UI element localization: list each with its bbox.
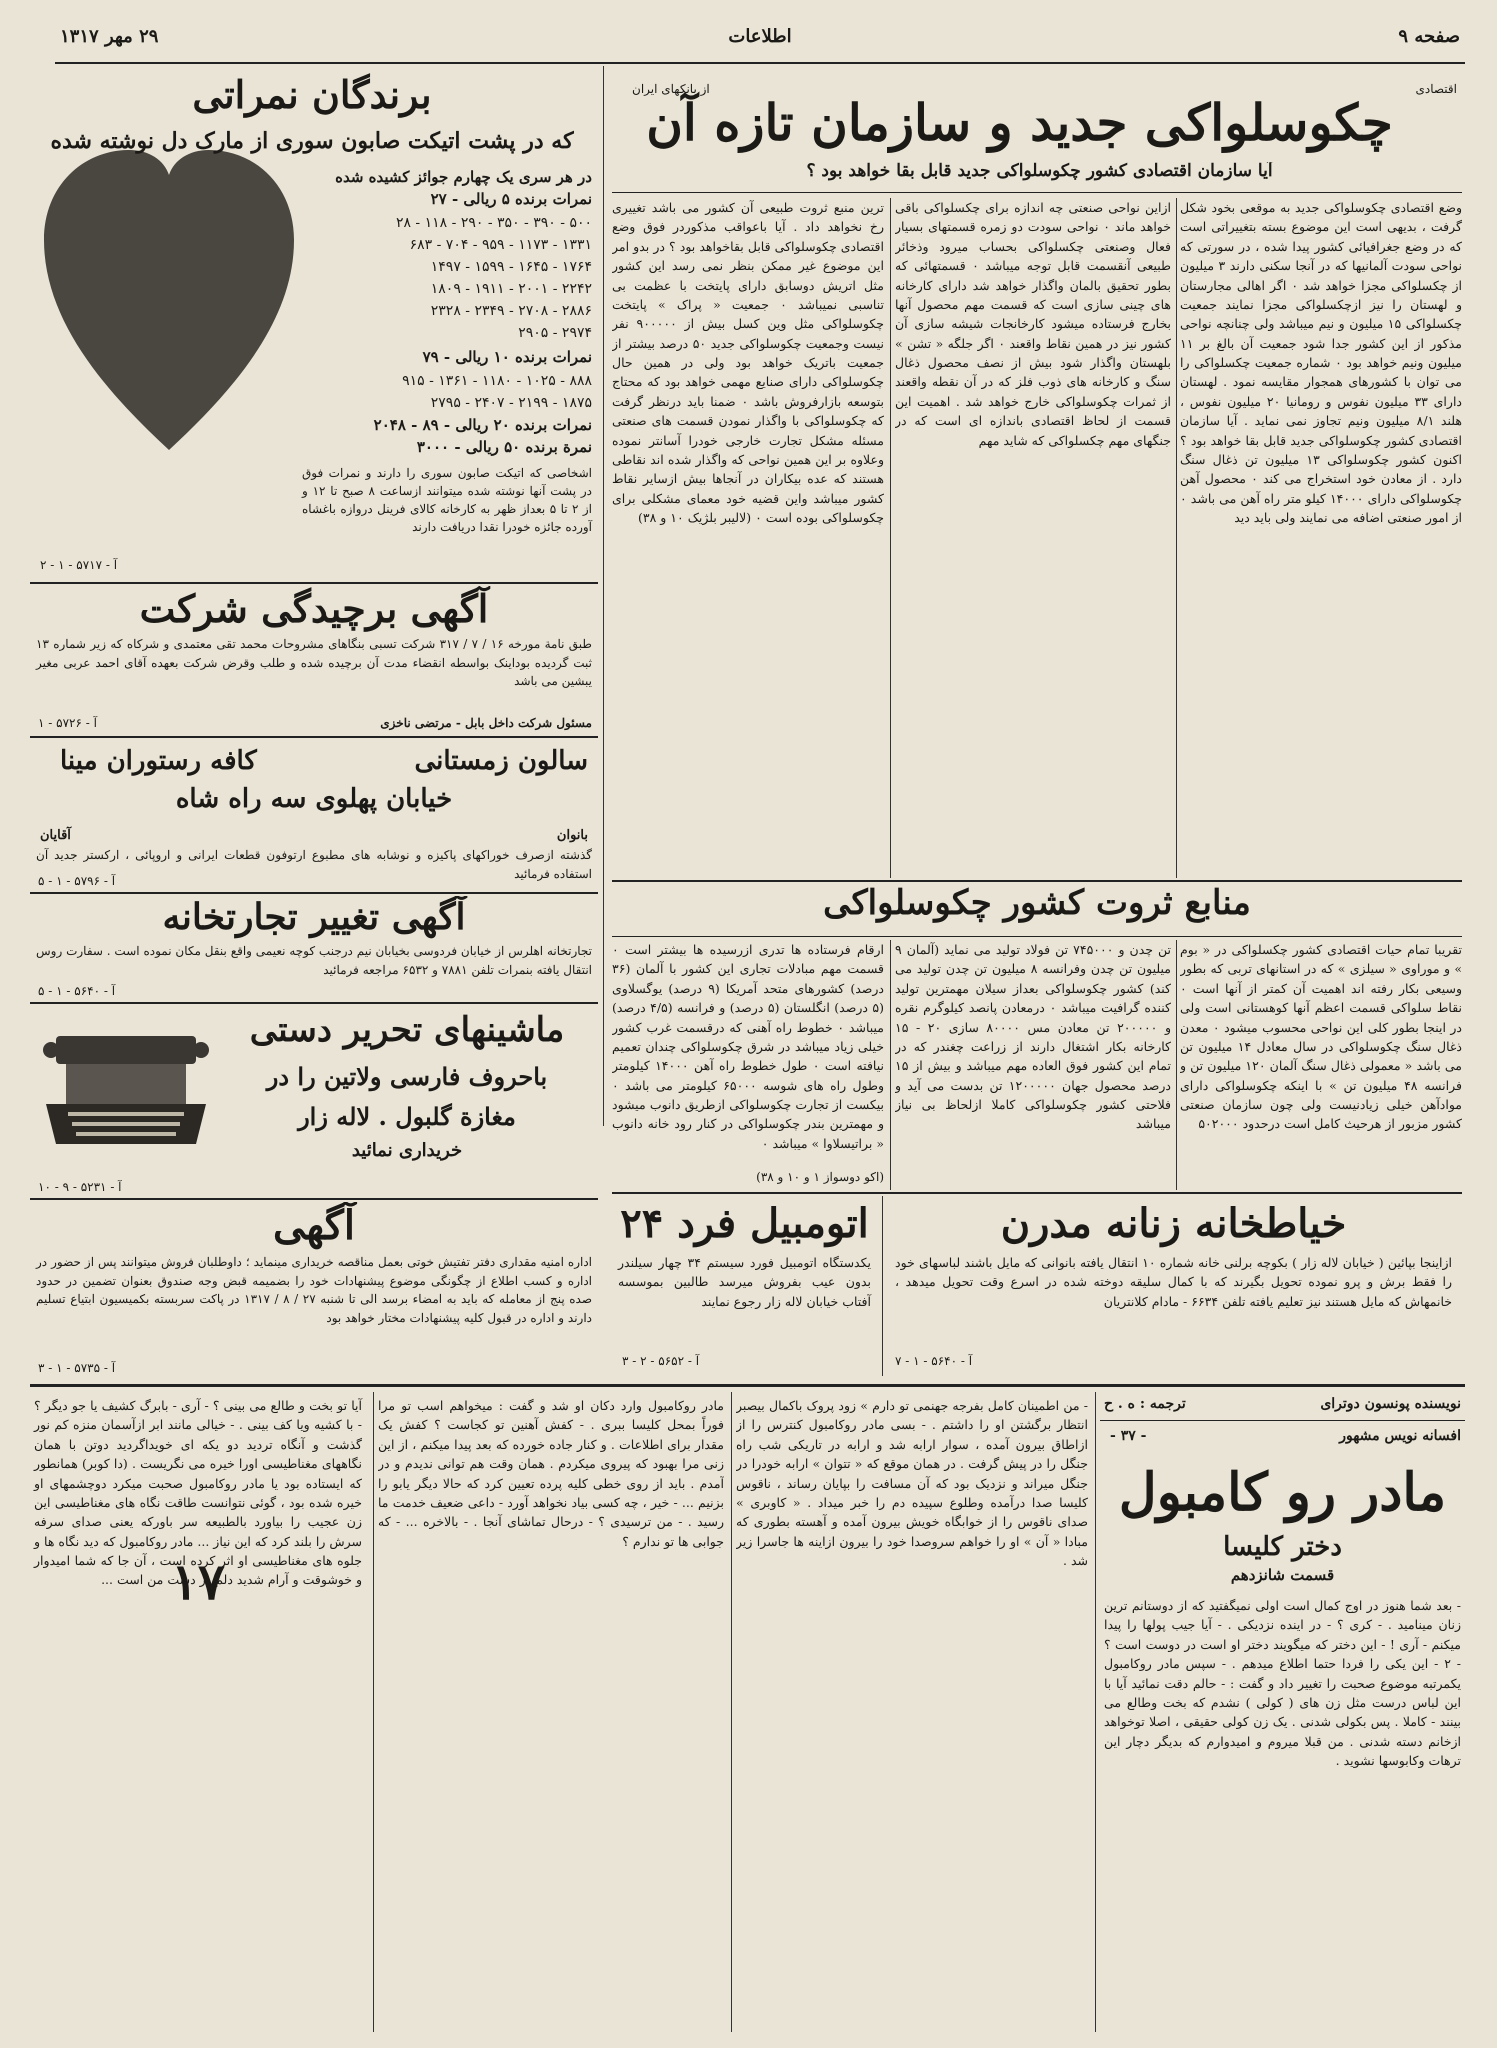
cafe-text: گذشته ازصرف خوراکهای پاکیزه و نوشابه های مطبوع ارتوفون قطعات ایرانی و اروپائی ، ارکستر جدید آن استفاده فرمائید — [36, 848, 592, 881]
paper-name: اطلاعات — [728, 26, 792, 47]
business-change-title: آگهی تغییر تجارتخانه — [162, 896, 466, 938]
car-title: اتومبیل فرد ۲۴ — [620, 1200, 869, 1247]
cafe-right-title: سالون زمستانی — [414, 746, 588, 776]
heart-graphic — [34, 130, 304, 460]
section-rule — [612, 1192, 1462, 1194]
page-number: صفحه ۹ — [1398, 26, 1460, 47]
resources-byline: (اکو دوسواز ۱ و ۱۰ و ۳۸) — [756, 1170, 884, 1184]
serial-chapter-number: ۱۷ — [171, 1552, 225, 1611]
col-divider — [890, 940, 891, 1190]
cafe-tag-men: آقایان — [40, 828, 71, 843]
number-row: ۱۷۶۴ - ۱۶۴۵ - ۱۵۹۹ - ۱۴۹۷ — [430, 259, 592, 275]
column-divider — [603, 66, 604, 1126]
car-code: آ - ۵۶۵۲ - ۲ - ۳ — [622, 1354, 700, 1368]
col-divider — [731, 1392, 732, 2032]
ad-rule — [30, 1198, 598, 1200]
lead-headline: چکوسلواکی جدید و سازمان تازه آن — [646, 93, 1393, 152]
masthead-rule — [55, 62, 1465, 64]
number-row: ۱۳۳۱ - ۱۱۷۳ - ۹۵۹ - ۷۰۴ - ۶۸۳ — [409, 237, 592, 253]
resources-column-3: ارقام فرستاده ها تدری ازرسیده ها بیشتر است ۰ قسمت مهم مبادلات تجاری این کشور با آلمان (۳۶ درصد) کشورهای متحد آمریکا (۹ درصد) یوگسلاوی (۵ درصد) انگلستان (۵ درصد) و فرانسه (۴/۵ درصد) میباشد ۰ خطوط راه آهنی که درقسمت غرب کشور خیلی زیاد میباشد در شرق چکوسلواکی چندان تعمیم نیافته است ۰ طول خطوط راه آهن ۱۴۰۰۰ کیلومتر وطول راه های شوسه ۶۵۰۰۰ کیلومتر می باشد ۰ بیکست از تجارت چکوسلواکی ازطریق دانوب میشود و مهمترین بندر چکوسلواکی در کنار رود خانه دانوب « براتیسلاوا » میباشد ۰ — [612, 942, 884, 1151]
number-row: ۲۲۴۲ - ۲۰۰۱ - ۱۹۱۱ - ۱۸۰۹ — [430, 281, 592, 297]
typewriter-ad — [30, 1006, 598, 1196]
serial-inner-rule — [1100, 1420, 1465, 1421]
cafe-tag-women: بانوان — [556, 828, 588, 843]
lottery-prize10-numbers — [302, 370, 592, 414]
notice-title: آگهی — [273, 1202, 355, 1249]
resources-column-2: تن چدن و ۷۴۵۰۰۰ تن فولاد تولید می نماید (آلمان ۹ میلیون تن چدن وفرانسه ۸ میلیون تن چدن تولید می کند) کشور چکوسلواکی بعداز سیلان مهمترین تولید کننده گرافیت میباشد ۰ درمعادن پانصد کیلوگرم نقره و ۲۰۰۰۰۰ تن معادن مس ۸۰۰۰۰ سازی ۲۰ - ۱۵ کارخانه بکار اشتغال دارند از زراعت چغندر که در تمام این کشور فوق العاده مهم میباشد و بیش از ۱۵ درصد محصول جهان ۱۲۰۰۰۰۰ تن بدست می آید و فلاحتی کشور چکوسلواکی کاملا ازلحاظ بی نیاز میباشد — [895, 942, 1171, 1132]
serial-episode: - ۳۷ - — [1110, 1428, 1147, 1444]
typewriter-graphic — [36, 1026, 216, 1156]
issue-date: ۲۹ مهر ۱۳۱۷ — [60, 26, 159, 47]
lottery-title: برندگان نمراتی — [192, 72, 432, 117]
lead-column-1: وضع اقتصادی چکوسلواکی جدید به موقعی بخود شکل گرفت ، بدیهی است این موضوع بسته بتغییراتی است که در وضع جغرافیائی کشور پیدا شده ، در سورتی که نواحی سودت آلمانیها که در آنجا سکنی دارند ۳ میلیون از چکسلواکی مجزا خواهد شد ۰ اگر اهالی مجارستان و لهستان را نیز ازچکسلواکی مجزا نمایند جمعیت چکسلواکی ۱۵ میلیون و نیم میباشد ولی چنانچه نواحی مذکور از این کشور جدا شود جمعیت آن بالغ بر ۱۱ میلیون ونیم خواهد بود ۰ شماره جمعیت چکسلواکی را می توان با کشورهای همجوار مقایسه نمود . لهستان دارای ۳۳ میلیون نفوس و رومانیا ۲۰ میلیون نفوس ، هلند ۸/۱ میلیون ونیم تجاوز نمی نماید . آیا سازمان اقتصادی کشور چکوسلواکی جدید قابل بقا خواهد بود ؟ اکنون کشور چکوسلواکی ۱۳ میلیون تن ذغال سنگ دارد . از معادن خود استخراج می کند ۰ محصول آهن چکوسلواکی دارای ۱۴۰۰۰ کیلو متر راه آهن می باشد ۰ از امور صنعتی اضافه می نمایند ولی باید دید — [1180, 200, 1462, 525]
lottery-prize5-label: نمرات برنده ۵ ریالی - ۲۷ — [430, 190, 592, 208]
tailor-title: خیاطخانه زنانه مدرن — [1000, 1200, 1347, 1247]
serial-title: مادر رو کامبول — [1118, 1462, 1447, 1523]
col-divider — [373, 1392, 374, 2032]
col-divider — [882, 1196, 883, 1376]
business-change-text: تجارتخانه اهلرس از خیابان فردوسی بخیابان نیم درجنب کوچه نعیمی واقع بنقل مکان نموده است . سفارت روس انتقال یافته بنمرات تلفن ۷۸۸۱ و ۶۵۳۲ مراجعه فرمائید — [36, 944, 592, 977]
section-rule — [612, 880, 1462, 882]
lottery-intro: در هر سری یک چهارم جوائز کشیده شده — [335, 168, 592, 186]
business-change-ad — [30, 896, 598, 1000]
ad-rule — [30, 736, 598, 738]
cafe-code: آ - ۵۷۹۶ - ۱ - ۵ — [38, 874, 116, 888]
ad-rule — [30, 1002, 598, 1004]
notice-ad — [30, 1202, 598, 1377]
number-row: ۸۸۸ - ۱۰۲۵ - ۱۱۸۰ - ۱۳۶۱ - ۹۱۵ — [402, 373, 592, 389]
masthead — [60, 18, 1460, 58]
col-divider — [890, 198, 891, 878]
car-ad — [612, 1196, 877, 1376]
number-row: ۲۸۸۶ - ۲۷۰۸ - ۲۳۴۹ - ۲۳۲۸ — [430, 303, 592, 319]
number-row: ۱۸۷۵ - ۲۱۹۹ - ۲۴۰۷ - ۲۷۹۵ — [430, 395, 592, 411]
typewriter-code: آ - ۵۲۳۱ - ۹ - ۱۰ — [38, 1180, 122, 1194]
col-divider — [1176, 940, 1177, 1190]
lottery-prize10-label: نمرات برنده ۱۰ ریالی - ۷۹ — [422, 348, 592, 366]
dissolution-code: آ - ۵۷۲۶ - ۱ — [38, 716, 97, 730]
lead-rule — [612, 192, 1462, 193]
serial-author-line: افسانه نویس مشهور — [1339, 1428, 1461, 1444]
dissolution-ad — [30, 586, 598, 734]
cafe-left-title: کافه رستوران مینا — [60, 746, 257, 776]
serial-part: قسمت شانزدهم — [1230, 1566, 1335, 1584]
serial-column-2: - من اطمینان کامل بفرجه جهنمی تو دارم » زود پروک باکمال بیصبر انتظار برگشتن او را داشتم . - بسی مادر روکامبول کنترس را از ازاطاق بیرون آمده ، سوار ارابه شد و ارابه در تاریکی شب راه جنگل را در پیش گرفت . در همان موقع که « تتوان » ارابه خودرا در جنگل میراند و نزدیک بود که آن مسافت را بپایان رساند ، ناقوس کلیسا صدا درآمده وطلوع سپیده دم را خبر میداد . « کاوبری » صدای ناقوس را از خوابگاه خویش بیرون آمده و آهسته بطوری که مبادا « آن » او را خواهم سروصدا خود را بیرون ازاینه ها جاسرا زیر شد . — [736, 1398, 1088, 1568]
ad-rule — [30, 892, 598, 894]
lottery-subtitle: که در پشت اتیکت صابون سوری از مارک دل نوشته شده — [50, 128, 574, 154]
serial-rule — [30, 1384, 1465, 1387]
serial-column-4-wrap — [30, 1392, 366, 2032]
tailor-ad — [885, 1196, 1462, 1376]
serial-author: نویسنده پونسون دوترای — [1320, 1396, 1461, 1412]
notice-text: اداره امنیه مقداری دفتر تفتیش خوتی بعمل مناقصه خریداری مینماید ؛ داوطلبان فروش میتوانند پس از حضور در اداره و کسب اطلاع از چگونگی موضوع پیشنهادات خود را بضمیمه قبض وجه صندوق بعنوان تضمین در حدود صده پنج از معامله که باید به امضاء برسد الی تا شنبه ۲۷ / ۸ / ۱۳۱۷ در پاکت سربسته بکمیسیون ابتیاع تسلیم دارند و اداره در قبول کلیه پیشنهادات مختار خواهد بود — [36, 1255, 593, 1325]
source-label: از بانکهای ایران — [632, 82, 710, 96]
serial-title-column — [1100, 1392, 1465, 2032]
lottery-prize20-label: نمرات برنده ۲۰ ریالی - ۸۹ - ۲۰۴۸ — [373, 416, 592, 434]
number-row: ۵۰۰ - ۳۹۰ - ۳۵۰ - ۲۹۰ - ۱۱۸ - ۲۸ — [395, 215, 592, 231]
resources-rule — [612, 936, 1462, 937]
typewriter-line2: مغازة گلبول . لاله زار — [298, 1102, 516, 1131]
car-text: یکدستگاه اتومبیل فورد سیستم ۳۴ چهار سیلندر بدون عیب بفروش میرسد طالبین بموسسه آفتاب خیابان لاله زار رجوع نمایند — [618, 1255, 871, 1309]
resources-column-1: تقریبا تمام حیات اقتصادی کشور چکسلواکی در « بوم » و موراوی « سیلزی » که در استانهای تربی که بطور وسیعی بکار رفته اند اهمیت آن کمتر از آنها است ۰ نقاط سلواکی قسمت اعظم آنها کوهستانی است ولی در اینجا بطور کلی این نواحی محسوب میشود ۰ معدن ذغال سنگ چکوسلواکی در سال معادل ۱۴ میلیون تن می باشد « معمولی ذغال سنگ آلمان ۱۲۰ میلیون تن و فرانسه ۴۸ میلیون تن » با اینکه چکوسلواکی دارای موادآهن خیلی زیادنیست ولی چون سازمان صنعتی کشور مزبور از هرحیث کامل است درحدود ۵۰۲۰۰۰ — [1180, 942, 1462, 1132]
tailor-text: ازاینجا بپائین ( خیابان لاله زار ) بکوچه برلنی خانه شماره ۱۰ انتقال یافته بانوانی که مایل باشند لباسهای خود را فقط برش و پرو نموده تحویل بگیرند که با کمال سلیقه دوخته شده در اسرع وقت تحویل میدهد ، خانمهاش که مایل هستند نیز تعلیم یافته تلفن ۶۶۳۴ - مادام کلانتریان — [895, 1255, 1452, 1309]
section-label: اقتصادی — [1415, 82, 1457, 96]
cafe-address: خیابان پهلوی سه راه شاه — [175, 784, 453, 814]
lottery-prize5-numbers — [302, 212, 592, 344]
lead-column-2: ازاین نواحی صنعتی چه اندازه برای چکسلواکی باقی خواهد ماند ۰ نواحی سودت دو زمره قسمتهای بسیار فعال وصنعتی چکسلواکی بحساب میرود وذخائر طبیعی آنقسمت قابل توجه میباشد ۰ قسمتهائی که بطور تحقیق بالمان واگذار خواهد شد دارای کارخانه های چینی سازی است که قسمت مهم محصول آنها بخارج فرستاده میشود کارخانجات شیشه سازی آن کشور نیز در همین نقاط واقعند ۰ اگر جلگه « تشن » بلهستان واگذار شود بیش از نصف محصول ذغال سنگ و کارخانه های ذوب فلز که در آن نقطه واقعند از ثمرات چکوسلواکی خارج خواهد شد . اهمیت این قسمت از لحاظ اقتصادی باندازه ای است که در جنگهای مهم چکسلواکی که شاید مهم — [895, 200, 1171, 448]
number-row: ۲۹۷۴ - ۲۹۰۵ — [518, 325, 592, 341]
lottery-code: آ - ۵۷۱۷ - ۱ - ۲ — [40, 558, 118, 572]
typewriter-title: ماشینهای تحریر دستی — [249, 1010, 565, 1050]
serial-translator: ترجمه : ه . ح — [1104, 1396, 1186, 1412]
col-divider — [1095, 1392, 1096, 2032]
lottery-prize50-label: نمرة برنده ۵۰ ریالی - ۳۰۰۰ — [416, 438, 592, 456]
dissolution-signer: مسئول شرکت داخل بابل - مرتضی ناخزی — [380, 716, 592, 730]
serial-column-3: مادر روکامبول وارد دکان او شد و گفت : میخواهم اسب تو مرا فوراً بمحل کلیسا ببری . - کفش آهنین تو کجاست ؟ کفش یک مقدار برای اطلاعات . و کنار جاده خورده که بعد پیدا میکنم ، از این زنی مرا بهبود که پیروی میکردم . همان وقت هم توانی ندیدم و در آمدم . باید از روی خطی کلیه پرده تعیین کرد که حالا دیگر یابو را بزنیم ... - خیر ، چه کسی بیاد نخواهد آورد - داعی ضعیف خدمت ما رسید . - من ترسیدی ؟ - درحال تماشای آنجا . - بالاخره ... - که جوابی ها تو ندارم ؟ — [378, 1398, 724, 1549]
cafe-ad — [30, 740, 598, 890]
lead-column-3: ترین منبع ثروت طبیعی آن کشور می باشد تغییری رخ نخواهد داد . آیا باعواقب مذکوردر فوق وضع اقتصادی چکوسلواکی قابل بقاخواهد بود ؟ در بدو امر این موضوع غیر ممکن بنظر نمی رسد این کشور مثل اتریش دوسابق دارای پایتخت با عظمت بی تناسبی نمیباشد ۰ جمعیت « پراک » پایتخت چکوسلواکی مثل وین کسل بیش از ۹۰۰۰۰۰ نفر نیست وجمعیت چکوسلواکی جدید ۵۰ درصد بیشتر از جمعیت باتریک خواهد بود ولی در همین حال چکوسلواکی دارای صنایع مهمی خواهد بود که محتاج بتوسعه بازارفروش باشد ۰ ضمنا باید درنظر گرفت که چکوسلواکی با واگذار نمودن قسمت های صنعتی مسئله مشکل تجارت خارجی خودرا آسانتر نموده وعلاوه بر این همین نواحی که واگذار شده اند نقاطی هستند که عده بیکاران در آنجاها بیش ازسایر نقاط کشور میباشد واین قضیه خود معمای مشکلی برای چکوسلواکی بوده است ۰ (لالیبر بلژیک ۱۰ و ۳۸) — [612, 200, 884, 525]
lottery-footer: اشخاصی که اتیکت صابون سوری را دارند و نمرات فوق در پشت آنها نوشته شده میتوانند ازساعت ۸ صبح تا ۱۲ و از ۲ تا ۵ بعداز ظهر به کارخانه کالای فرینل دروازه باغشاه آورده جائزه خودرا نقدا دریافت دارند — [302, 466, 593, 534]
business-change-code: آ - ۵۶۴۰ - ۱ - ۵ — [38, 984, 116, 998]
dissolution-title: آگهی برچیدگی شرکت — [139, 586, 489, 631]
lottery-ad — [30, 70, 598, 580]
typewriter-line1: باحروف فارسی ولاتین را در — [266, 1062, 548, 1091]
ad-rule — [30, 582, 598, 584]
tailor-code: آ - ۵۶۴۰ - ۱ - ۷ — [895, 1354, 973, 1368]
serial-column-1: - بعد شما هنوز در اوج کمال است اولی نمیگفتید که از دوستانم ترین زنان مینامید . - کری ؟ - در اینده نزدیکی . - آیا جیب پولها را پیدا میکنم - آری ! - این دختر که میگویند دختر او است در دوست است ؟ - ۲ - این یکی را فردا حتما اطلاع میدهم . - سپس مادر روکامبول یکمرتبه موضوع صحبت را تغییر داد و گفت : - حالم دقت نمائید آیا با این لباس درست مثل زن های ( کولی ) نشدم که بخت وطالع می بینند - کاملا . پس بکولی شدنی . یک زن کولی حقیقی ، اصلا توخواهد ازخانم دسته شدنی . من قبلا میروم و امیدوارم که بدیگر دچار این ترهات وکابوسها نشوید . — [1104, 1598, 1461, 1768]
lead-subhead: آیا سازمان اقتصادی کشور چکوسلواکی جدید قابل بقا خواهد بود ؟ — [806, 162, 1273, 181]
dissolution-text: طبق نامة مورخه ۱۶ / ۷ / ۳۱۷ شرکت تسبی بنگاهای مشروحات محمد تقی معتمدی و شرکاه که زیر شماره ۱۳ ثبت گردیده بوداینک بواسطه انقضاء مدت آن برچیده شده و طلب وقرض شرکت بعهده آقای احمد عربی مغیر یبشین می باشد — [36, 637, 592, 689]
col-divider — [1176, 198, 1177, 878]
typewriter-line3: خریداری نمائید — [351, 1140, 463, 1161]
notice-code: آ - ۵۷۳۵ - ۱ - ۳ — [38, 1361, 116, 1375]
serial-column-4: آیا تو بخت و طالع می بینی ؟ - آری - بابرگ کشیف یا جو دیگر ؟ - با کشیه ویا کف بینی . - خیالی مانند ابر ازآسمان منزه کم نور گذشت و آنگاه تردید دو یکه ای خویداگردید دوتن با همان نگاههای مغناطیسی اورا خیره می نگریست . (دا کوبر) همانطور که ایستاده بود یا مادر روکامبول صحبت میکرد دوچشمهای او خیره شده بود ، گوئی نتوانست طاقت نگاه های مغناطیسی این زن عجیب را بیاورد بالطبیعه سر باورکه یعنی صدای سرفه سرش را بلند کرد که این نیاز ... مادر روکامبول که دید نگاه ها و جلوه های مغناطیسی او اثر کرده است ، آن جا که شما امیدوار و خوشوقت و آرام شدید دلم در دست من است ... — [34, 1398, 362, 1588]
resources-headline: منابع ثروت کشور چکوسلواکی — [823, 884, 1251, 923]
lead-article-header — [612, 70, 1467, 170]
serial-subtitle: دختر کلیسا — [1223, 1532, 1342, 1562]
